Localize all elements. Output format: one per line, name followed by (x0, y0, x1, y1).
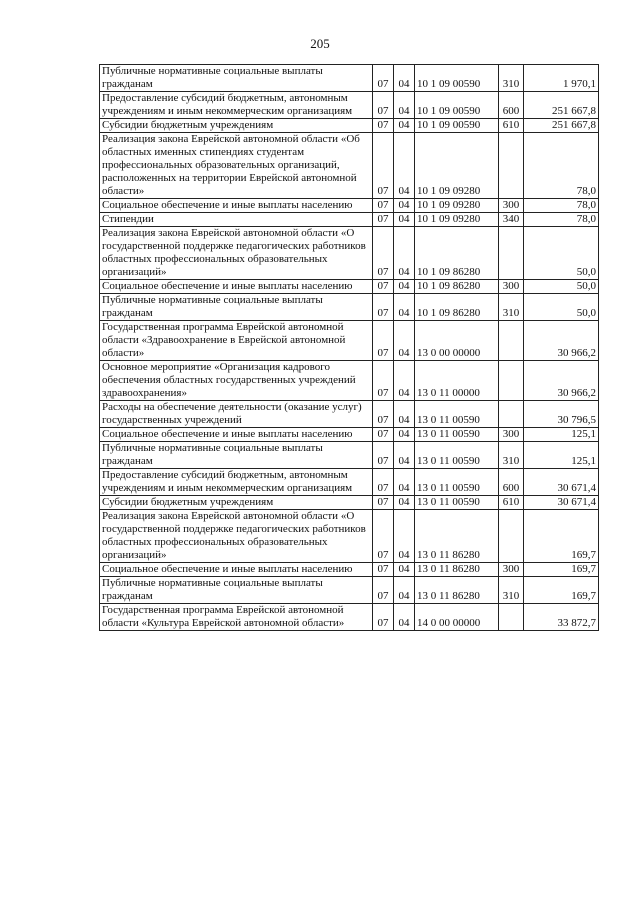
section-code-cell: 07 (373, 361, 394, 401)
target-article-cell: 10 1 09 86280 (415, 227, 499, 280)
target-article-cell: 13 0 00 00000 (415, 321, 499, 361)
subsection-code-cell: 04 (394, 199, 415, 213)
target-article-cell: 13 0 11 00590 (415, 496, 499, 510)
expense-name-cell: Государственная программа Еврейской автономной области «Культура Еврейской автономной области» (100, 604, 373, 631)
section-code-cell: 07 (373, 496, 394, 510)
section-code-cell: 07 (373, 213, 394, 227)
page-number: 205 (310, 36, 330, 51)
expense-name-cell: Основное мероприятие «Организация кадрового обеспечения областных государственных учреждений здравоохранения» (100, 361, 373, 401)
budget-table-body (100, 65, 599, 631)
expense-name-cell: Предоставление субсидий бюджетным, автономным учреждениям и иным некоммерческим организациям (100, 469, 373, 496)
subsection-code-cell: 04 (394, 65, 415, 92)
table-row (100, 280, 599, 294)
budget-table (99, 64, 599, 631)
expense-type-cell: 310 (499, 577, 524, 604)
expense-name-cell: Субсидии бюджетным учреждениям (100, 119, 373, 133)
expense-name-cell: Предоставление субсидий бюджетным, автономным учреждениям и иным некоммерческим организациям (100, 92, 373, 119)
section-code-cell: 07 (373, 577, 394, 604)
expense-name-cell: Субсидии бюджетным учреждениям (100, 496, 373, 510)
target-article-cell: 13 0 11 86280 (415, 510, 499, 563)
table-row (100, 469, 599, 496)
table-row (100, 294, 599, 321)
subsection-code-cell: 04 (394, 321, 415, 361)
expense-name-cell: Реализация закона Еврейской автономной области «О государственной поддержке педагогических работников областных профессиональных образовательных организаций» (100, 510, 373, 563)
section-code-cell: 07 (373, 280, 394, 294)
expense-type-cell: 610 (499, 119, 524, 133)
target-article-cell: 13 0 11 86280 (415, 577, 499, 604)
section-code-cell: 07 (373, 510, 394, 563)
expense-name-cell: Публичные нормативные социальные выплаты гражданам (100, 577, 373, 604)
expense-type-cell: 300 (499, 428, 524, 442)
section-code-cell: 07 (373, 604, 394, 631)
table-row (100, 227, 599, 280)
expense-name-cell: Публичные нормативные социальные выплаты гражданам (100, 65, 373, 92)
table-row (100, 199, 599, 213)
amount-cell: 30 796,5 (524, 401, 599, 428)
section-code-cell: 07 (373, 401, 394, 428)
amount-cell: 169,7 (524, 577, 599, 604)
section-code-cell: 07 (373, 294, 394, 321)
section-code-cell: 07 (373, 227, 394, 280)
table-row (100, 65, 599, 92)
subsection-code-cell: 04 (394, 469, 415, 496)
section-code-cell: 07 (373, 442, 394, 469)
target-article-cell: 13 0 11 00590 (415, 428, 499, 442)
subsection-code-cell: 04 (394, 563, 415, 577)
expense-type-cell (499, 133, 524, 199)
section-code-cell: 07 (373, 469, 394, 496)
table-row (100, 496, 599, 510)
amount-cell: 169,7 (524, 563, 599, 577)
table-row (100, 442, 599, 469)
target-article-cell: 14 0 00 00000 (415, 604, 499, 631)
subsection-code-cell: 04 (394, 361, 415, 401)
subsection-code-cell: 04 (394, 401, 415, 428)
expense-type-cell (499, 510, 524, 563)
amount-cell: 50,0 (524, 294, 599, 321)
subsection-code-cell: 04 (394, 213, 415, 227)
expense-name-cell: Государственная программа Еврейской автономной области «Здравоохранение в Еврейской автономной области» (100, 321, 373, 361)
subsection-code-cell: 04 (394, 604, 415, 631)
subsection-code-cell: 04 (394, 119, 415, 133)
table-row (100, 361, 599, 401)
amount-cell: 50,0 (524, 227, 599, 280)
table-row (100, 213, 599, 227)
section-code-cell: 07 (373, 199, 394, 213)
target-article-cell: 13 0 11 00000 (415, 361, 499, 401)
target-article-cell: 10 1 09 00590 (415, 92, 499, 119)
target-article-cell: 13 0 11 00590 (415, 469, 499, 496)
expense-name-cell: Социальное обеспечение и иные выплаты населению (100, 563, 373, 577)
target-article-cell: 10 1 09 86280 (415, 280, 499, 294)
amount-cell: 78,0 (524, 133, 599, 199)
target-article-cell: 10 1 09 09280 (415, 133, 499, 199)
expense-type-cell (499, 604, 524, 631)
section-code-cell: 07 (373, 428, 394, 442)
expense-name-cell: Социальное обеспечение и иные выплаты населению (100, 280, 373, 294)
target-article-cell: 13 0 11 86280 (415, 563, 499, 577)
expense-type-cell: 310 (499, 442, 524, 469)
expense-type-cell: 600 (499, 469, 524, 496)
target-article-cell: 10 1 09 09280 (415, 213, 499, 227)
expense-name-cell: Расходы на обеспечение деятельности (оказание услуг) государственных учреждений (100, 401, 373, 428)
subsection-code-cell: 04 (394, 92, 415, 119)
expense-type-cell: 310 (499, 294, 524, 321)
amount-cell: 30 966,2 (524, 361, 599, 401)
table-row (100, 510, 599, 563)
expense-type-cell: 310 (499, 65, 524, 92)
table-row (100, 401, 599, 428)
table-row (100, 133, 599, 199)
expense-name-cell: Социальное обеспечение и иные выплаты населению (100, 428, 373, 442)
expense-type-cell: 300 (499, 280, 524, 294)
section-code-cell: 07 (373, 65, 394, 92)
subsection-code-cell: 04 (394, 496, 415, 510)
expense-name-cell: Реализация закона Еврейской автономной области «Об областных именных стипендиях студентам профессиональных образовательных организаций, расположенных на территории Еврейской автономной области» (100, 133, 373, 199)
subsection-code-cell: 04 (394, 133, 415, 199)
amount-cell: 78,0 (524, 213, 599, 227)
subsection-code-cell: 04 (394, 428, 415, 442)
target-article-cell: 10 1 09 86280 (415, 294, 499, 321)
target-article-cell: 10 1 09 00590 (415, 119, 499, 133)
subsection-code-cell: 04 (394, 227, 415, 280)
expense-type-cell: 300 (499, 199, 524, 213)
section-code-cell: 07 (373, 119, 394, 133)
section-code-cell: 07 (373, 133, 394, 199)
target-article-cell: 10 1 09 00590 (415, 65, 499, 92)
expense-name-cell: Публичные нормативные социальные выплаты гражданам (100, 442, 373, 469)
subsection-code-cell: 04 (394, 442, 415, 469)
expense-type-cell: 300 (499, 563, 524, 577)
amount-cell: 169,7 (524, 510, 599, 563)
table-row (100, 321, 599, 361)
amount-cell: 78,0 (524, 199, 599, 213)
table-row (100, 577, 599, 604)
target-article-cell: 10 1 09 09280 (415, 199, 499, 213)
amount-cell: 50,0 (524, 280, 599, 294)
subsection-code-cell: 04 (394, 577, 415, 604)
table-row (100, 563, 599, 577)
expense-name-cell: Стипендии (100, 213, 373, 227)
table-row (100, 119, 599, 133)
expense-type-cell (499, 227, 524, 280)
amount-cell: 251 667,8 (524, 119, 599, 133)
amount-cell: 125,1 (524, 442, 599, 469)
target-article-cell: 13 0 11 00590 (415, 401, 499, 428)
section-code-cell: 07 (373, 563, 394, 577)
amount-cell: 30 671,4 (524, 469, 599, 496)
amount-cell: 33 872,7 (524, 604, 599, 631)
section-code-cell: 07 (373, 321, 394, 361)
expense-type-cell: 610 (499, 496, 524, 510)
expense-name-cell: Социальное обеспечение и иные выплаты населению (100, 199, 373, 213)
subsection-code-cell: 04 (394, 510, 415, 563)
subsection-code-cell: 04 (394, 294, 415, 321)
table-row (100, 428, 599, 442)
amount-cell: 251 667,8 (524, 92, 599, 119)
expense-type-cell (499, 321, 524, 361)
expense-name-cell: Реализация закона Еврейской автономной области «О государственной поддержке педагогических работников областных профессиональных образовательных организаций» (100, 227, 373, 280)
expense-type-cell: 340 (499, 213, 524, 227)
table-row (100, 604, 599, 631)
table-row (100, 92, 599, 119)
expense-name-cell: Публичные нормативные социальные выплаты гражданам (100, 294, 373, 321)
section-code-cell: 07 (373, 92, 394, 119)
target-article-cell: 13 0 11 00590 (415, 442, 499, 469)
amount-cell: 125,1 (524, 428, 599, 442)
expense-type-cell: 600 (499, 92, 524, 119)
expense-type-cell (499, 361, 524, 401)
subsection-code-cell: 04 (394, 280, 415, 294)
amount-cell: 30 671,4 (524, 496, 599, 510)
amount-cell: 1 970,1 (524, 65, 599, 92)
amount-cell: 30 966,2 (524, 321, 599, 361)
expense-type-cell (499, 401, 524, 428)
